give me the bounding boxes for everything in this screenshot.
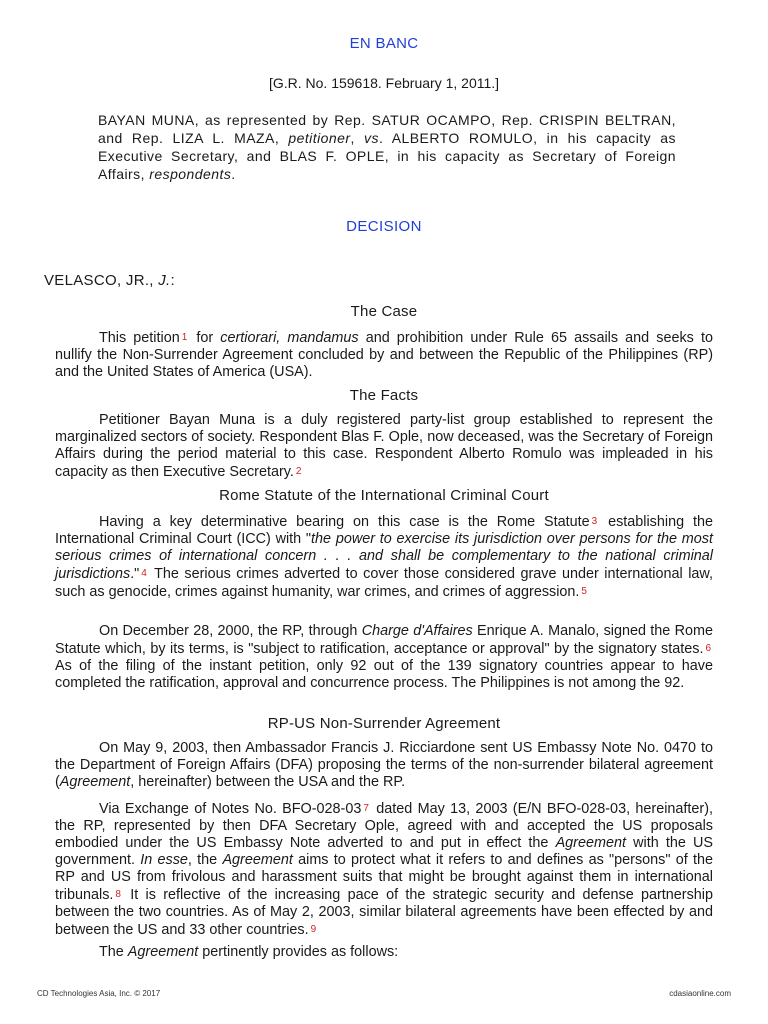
- footnote-link-4[interactable]: 4: [141, 568, 147, 579]
- section-heading-rome-statute: Rome Statute of the International Criminal Court: [219, 487, 549, 504]
- gr-number: [G.R. No. 159618. February 1, 2011.]: [268, 75, 500, 91]
- paragraph-rpus-1: On May 9, 2003, then Ambassador Francis J. Ricciardone sent US Embassy Note No. 0470 to the Department of Foreign Affairs (DFA) proposing the terms of the non-surrender bilateral agreement (Agreement, hereinafter) between the USA and the RP.: [55, 740, 713, 790]
- footnote-link-6[interactable]: 6: [705, 643, 711, 654]
- footnote-link-3[interactable]: 3: [591, 516, 598, 527]
- footer-copyright: CD Technologies Asia, Inc. © 2017: [37, 989, 161, 998]
- section-heading-the-case: The Case: [350, 303, 418, 320]
- case-parties: BAYAN MUNA, as represented by Rep. SATUR OCAMPO, Rep. CRISPIN BELTRAN, and Rep. LIZA L. MAZA, petitioner, vs. ALBERTO ROMULO, in his capacity as Executive Secretary, and BLAS F. OPLE, in his capacity as Secretary of Foreign Affairs, respondents.: [98, 112, 676, 182]
- decision-heading[interactable]: DECISION: [346, 218, 422, 235]
- paragraph-rpus-2: Via Exchange of Notes No. BFO-028-03 7 dated May 13, 2003 (E/N BFO-028-03, hereinafter), the RP, represented by then DFA Secretary Ople, agreed with and accepted the US proposals embodied under the US Embassy Note adverted to and put in effect the Agreement with the US government. In esse, the Agreement aims to protect what it refers to and defines as "persons" of the RP and US from frivolous and harassment suits that might be brought against them in international tribunals. 8 It is reflective of the increasing pace of the strategic security and defense partnership between the two countries. As of May 2, 2003, similar bilateral agreements have been effected by and between the US and 33 other countries. 9: [55, 801, 713, 938]
- section-heading-rp-us: RP-US Non-Surrender Agreement: [267, 715, 501, 732]
- ponente: VELASCO, JR., J.:: [44, 272, 175, 289]
- footnote-link-9[interactable]: 9: [310, 924, 317, 935]
- section-heading-the-facts: The Facts: [349, 387, 419, 404]
- footnote-link-8[interactable]: 8: [115, 889, 121, 900]
- paragraph-rome-1: Having a key determinative bearing on this case is the Rome Statute 3 establishing the International Criminal Court (ICC) with "the power to exercise its jurisdiction over persons for the most serious crimes of international concern . . . and shall be complementary to the national criminal jurisdictions." 4 The serious crimes adverted to cover those considered grave under international law, such as genocide, crimes against humanity, war crimes, and crimes of aggression. 5: [55, 514, 713, 600]
- paragraph-case-1: This petition 1 for certiorari, mandamus and prohibition under Rule 65 assails and seeks to nullify the Non-Surrender Agreement concluded by and between the Republic of the Philippines (RP) and the United States of America (USA).: [55, 330, 713, 380]
- footer-site: cdasiaonline.com: [669, 989, 731, 998]
- footnote-link-2[interactable]: 2: [295, 466, 302, 477]
- en-banc-heading[interactable]: EN BANC: [349, 35, 419, 52]
- footnote-link-7[interactable]: 7: [363, 803, 369, 814]
- footnote-link-5[interactable]: 5: [581, 586, 587, 597]
- paragraph-rome-2: On December 28, 2000, the RP, through Charge d'Affaires Enrique A. Manalo, signed the Rome Statute which, by its terms, is "subject to ratification, acceptance or approval" by the signatory states. 6 As of the filing of the instant petition, only 92 out of the 139 signatory countries appear to have completed the ratification, approval and concurrence process. The Philippines is not among the 92.: [55, 623, 713, 691]
- paragraph-rpus-3: The Agreement pertinently provides as follows:: [99, 944, 399, 960]
- footnote-link-1[interactable]: 1: [181, 332, 188, 343]
- paragraph-facts-1: Petitioner Bayan Muna is a duly registered party-list group established to represent the marginalized sectors of society. Respondent Blas F. Ople, now deceased, was the Secretary of Foreign Affairs during the period material to this case. Respondent Alberto Romulo was impleaded in his capacity as then Executive Secretary. 2: [55, 412, 713, 480]
